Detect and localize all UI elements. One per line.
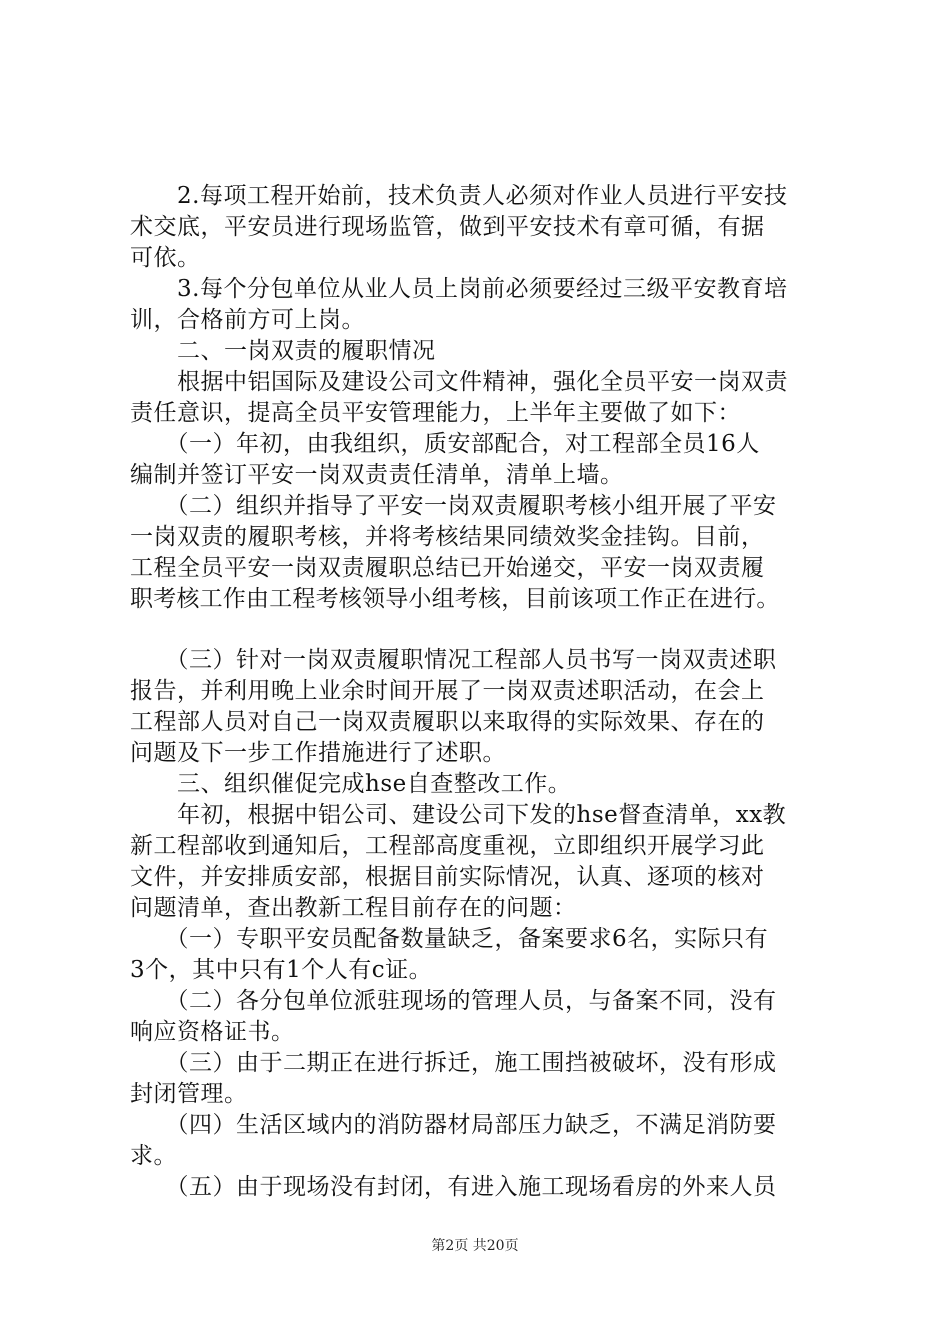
- text-line: 文件，并安排质安部，根据目前实际情况，认真、逐项的核对: [130, 864, 765, 890]
- text-line: 问题及下一步工作措施进行了述职。: [130, 740, 506, 766]
- text-line: 训，合格前方可上岗。: [130, 307, 365, 333]
- text-line: （一）年初，由我组织，质安部配合，对工程部全员16人: [130, 431, 760, 457]
- text-line: 可依。: [130, 245, 201, 271]
- text-line: 响应资格证书。: [130, 1019, 295, 1045]
- text-line: 3个，其中只有1个人有c证。: [130, 957, 433, 983]
- text-line: 编制并签订平安一岗双责责任清单，清单上墙。: [130, 462, 624, 488]
- text-line: 2.每项工程开始前，技术负责人必须对作业人员进行平安技: [130, 183, 788, 209]
- text-line: 一岗双责的履职考核，并将考核结果同绩效奖金挂钩。目前，: [130, 524, 765, 550]
- text-line: 工程全员平安一岗双责履职总结已开始递交，平安一岗双责履: [130, 555, 765, 581]
- text-line: （四）生活区域内的消防器材局部压力缺乏，不满足消防要: [130, 1112, 777, 1138]
- text-line: 职考核工作由工程考核领导小组考核，目前该项工作正在进行。: [130, 586, 780, 612]
- text-line: （五）由于现场没有封闭，有进入施工现场看房的外来人员: [130, 1174, 777, 1200]
- text-line: 年初，根据中铝公司、建设公司下发的hse督查清单，xx教: [130, 802, 787, 828]
- text-line: （二）组织并指导了平安一岗双责履职考核小组开展了平安: [130, 493, 777, 519]
- page-footer: 第2页 共20页: [431, 1238, 519, 1254]
- text-line: （三）针对一岗双责履职情况工程部人员书写一岗双责述职: [130, 647, 777, 673]
- text-line: 责任意识，提高全员平安管理能力，上半年主要做了如下：: [130, 400, 741, 426]
- text-line: （二）各分包单位派驻现场的管理人员，与备案不同，没有: [130, 988, 777, 1014]
- text-line: 3.每个分包单位从业人员上岗前必须要经过三级平安教育培: [130, 276, 788, 302]
- text-line: 求。: [130, 1143, 177, 1169]
- text-line: （三）由于二期正在进行拆迁，施工围挡被破坏，没有形成: [130, 1050, 777, 1076]
- text-line: 根据中铝国际及建设公司文件精神，强化全员平安一岗双责: [130, 369, 788, 395]
- text-line: 工程部人员对自己一岗双责履职以来取得的实际效果、存在的: [130, 709, 765, 735]
- text-line: 报告，并利用晚上业余时间开展了一岗双责述职活动，在会上: [130, 678, 765, 704]
- section-heading: 三、组织催促完成hse自查整改工作。: [130, 771, 572, 797]
- text-line: 术交底，平安员进行现场监管，做到平安技术有章可循，有据: [130, 214, 765, 240]
- text-line: 封闭管理。: [130, 1081, 248, 1107]
- section-heading: 二、一岗双责的履职情况: [130, 338, 436, 364]
- text-line: （一）专职平安员配备数量缺乏，备案要求6名，实际只有: [130, 926, 769, 952]
- text-line: 新工程部收到通知后，工程部高度重视，立即组织开展学习此: [130, 833, 765, 859]
- text-line: 问题清单，查出教新工程目前存在的问题：: [130, 895, 577, 921]
